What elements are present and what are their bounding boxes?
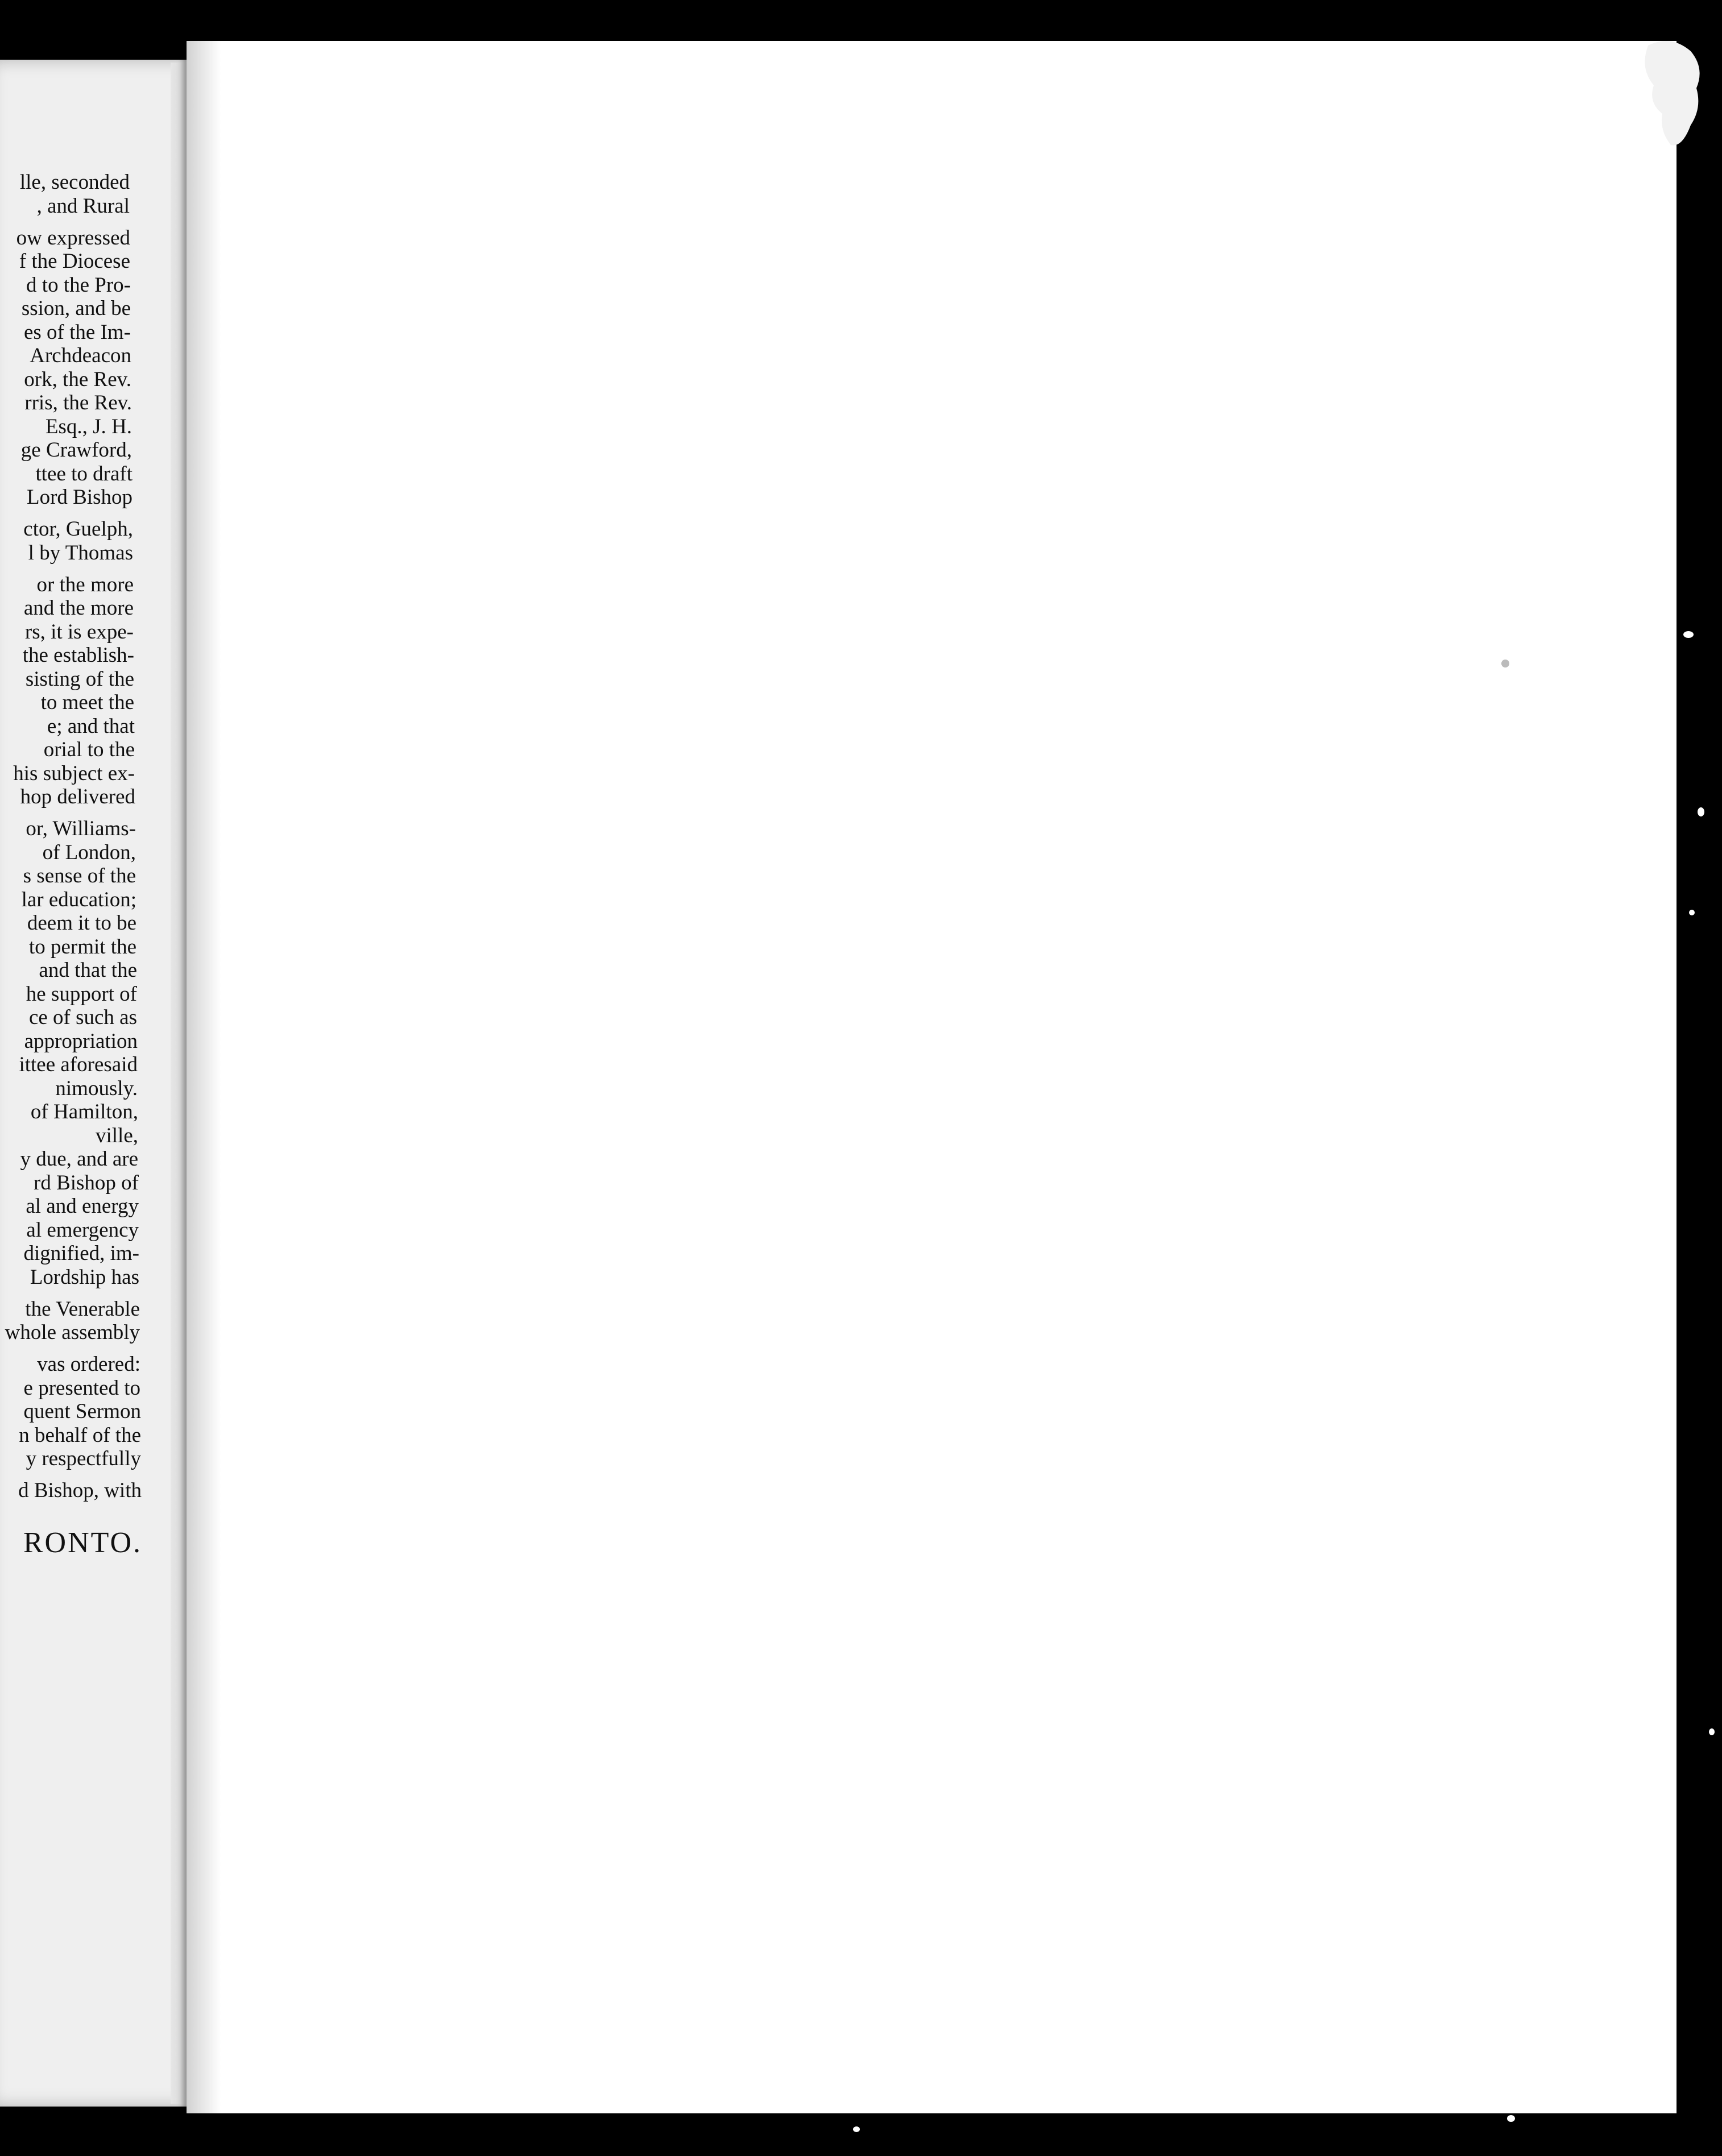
text-line: y respectfully bbox=[26, 1447, 141, 1471]
text-line: ge Crawford, bbox=[20, 438, 132, 462]
text-line: s sense of the bbox=[23, 864, 136, 888]
dust-speck bbox=[853, 2126, 860, 2132]
text-line: rd Bishop of bbox=[34, 1171, 139, 1195]
text-line: ittee aforesaid bbox=[19, 1053, 138, 1077]
blank-page bbox=[187, 41, 1677, 2113]
text-line: ce of such as bbox=[28, 1006, 137, 1030]
text-line: rris, the Rev. bbox=[24, 391, 132, 415]
text-line: Esq., J. H. bbox=[45, 414, 132, 438]
dust-speck bbox=[1709, 1728, 1715, 1735]
text-line: sisting of the bbox=[25, 667, 134, 691]
text-line: or, Williams- bbox=[26, 817, 136, 841]
dust-speck bbox=[1507, 2115, 1515, 2122]
text-line: ttee to draft bbox=[35, 462, 133, 486]
text-line: e presented to bbox=[23, 1376, 140, 1400]
dust-speck bbox=[1698, 807, 1704, 816]
text-line: vas ordered: bbox=[37, 1353, 140, 1376]
text-line: ork, the Rev. bbox=[24, 367, 131, 391]
text-line: lle, seconded bbox=[19, 171, 130, 194]
text-line: d Bishop, with bbox=[18, 1479, 142, 1503]
text-line: and the more bbox=[23, 596, 134, 620]
text-line: he support of bbox=[26, 982, 137, 1006]
text-line: ctor, Guelph, bbox=[23, 517, 133, 541]
text-line: or the more bbox=[36, 573, 134, 596]
text-line: e; and that bbox=[47, 714, 135, 738]
text-line: d to the Pro- bbox=[26, 273, 131, 297]
text-line: the Venerable bbox=[25, 1297, 140, 1321]
text-line: rs, it is expe- bbox=[24, 620, 134, 644]
text-line: f the Diocese bbox=[19, 250, 130, 273]
signature-line: RONTO. bbox=[23, 1526, 142, 1559]
text-line: lar education; bbox=[21, 888, 136, 911]
text-line: of Hamilton, bbox=[30, 1100, 138, 1124]
dust-speck bbox=[1689, 910, 1695, 915]
text-line: es of the Im- bbox=[23, 320, 131, 344]
text-line: to permit the bbox=[28, 935, 136, 959]
torn-paper-fragment bbox=[1637, 34, 1705, 154]
text-line: Lord Bishop bbox=[26, 486, 133, 509]
page-fold-shadow bbox=[187, 41, 221, 2113]
text-line: his subject ex- bbox=[13, 761, 135, 785]
text-line: and that the bbox=[39, 959, 137, 982]
text-line: orial to the bbox=[43, 738, 135, 762]
text-line: whole assembly bbox=[5, 1321, 140, 1345]
text-line: ssion, and be bbox=[21, 297, 131, 321]
text-line: ville, bbox=[95, 1123, 138, 1147]
text-line: y due, and are bbox=[20, 1147, 138, 1171]
text-line: , and Rural bbox=[36, 194, 130, 218]
text-line: to meet the bbox=[40, 691, 134, 715]
text-line: nimously. bbox=[55, 1076, 138, 1100]
text-line: al and energy bbox=[26, 1195, 139, 1218]
text-line: of London, bbox=[42, 840, 136, 864]
dust-speck bbox=[1501, 660, 1509, 667]
text-line: appropriation bbox=[24, 1029, 138, 1053]
text-line: the establish- bbox=[22, 644, 134, 667]
text-line: l by Thomas bbox=[28, 541, 133, 565]
text-line: Archdeacon bbox=[30, 344, 131, 368]
text-line: deem it to be bbox=[27, 911, 136, 935]
text-line: hop delivered bbox=[20, 785, 135, 809]
dust-speck bbox=[1683, 631, 1694, 638]
text-line: quent Sermon bbox=[23, 1400, 141, 1424]
text-line: n behalf of the bbox=[19, 1423, 141, 1447]
text-line: ow expressed bbox=[16, 226, 130, 250]
text-line: dignified, im- bbox=[23, 1242, 139, 1266]
text-line: al emergency bbox=[26, 1218, 139, 1242]
text-line: Lordship has bbox=[30, 1265, 139, 1289]
